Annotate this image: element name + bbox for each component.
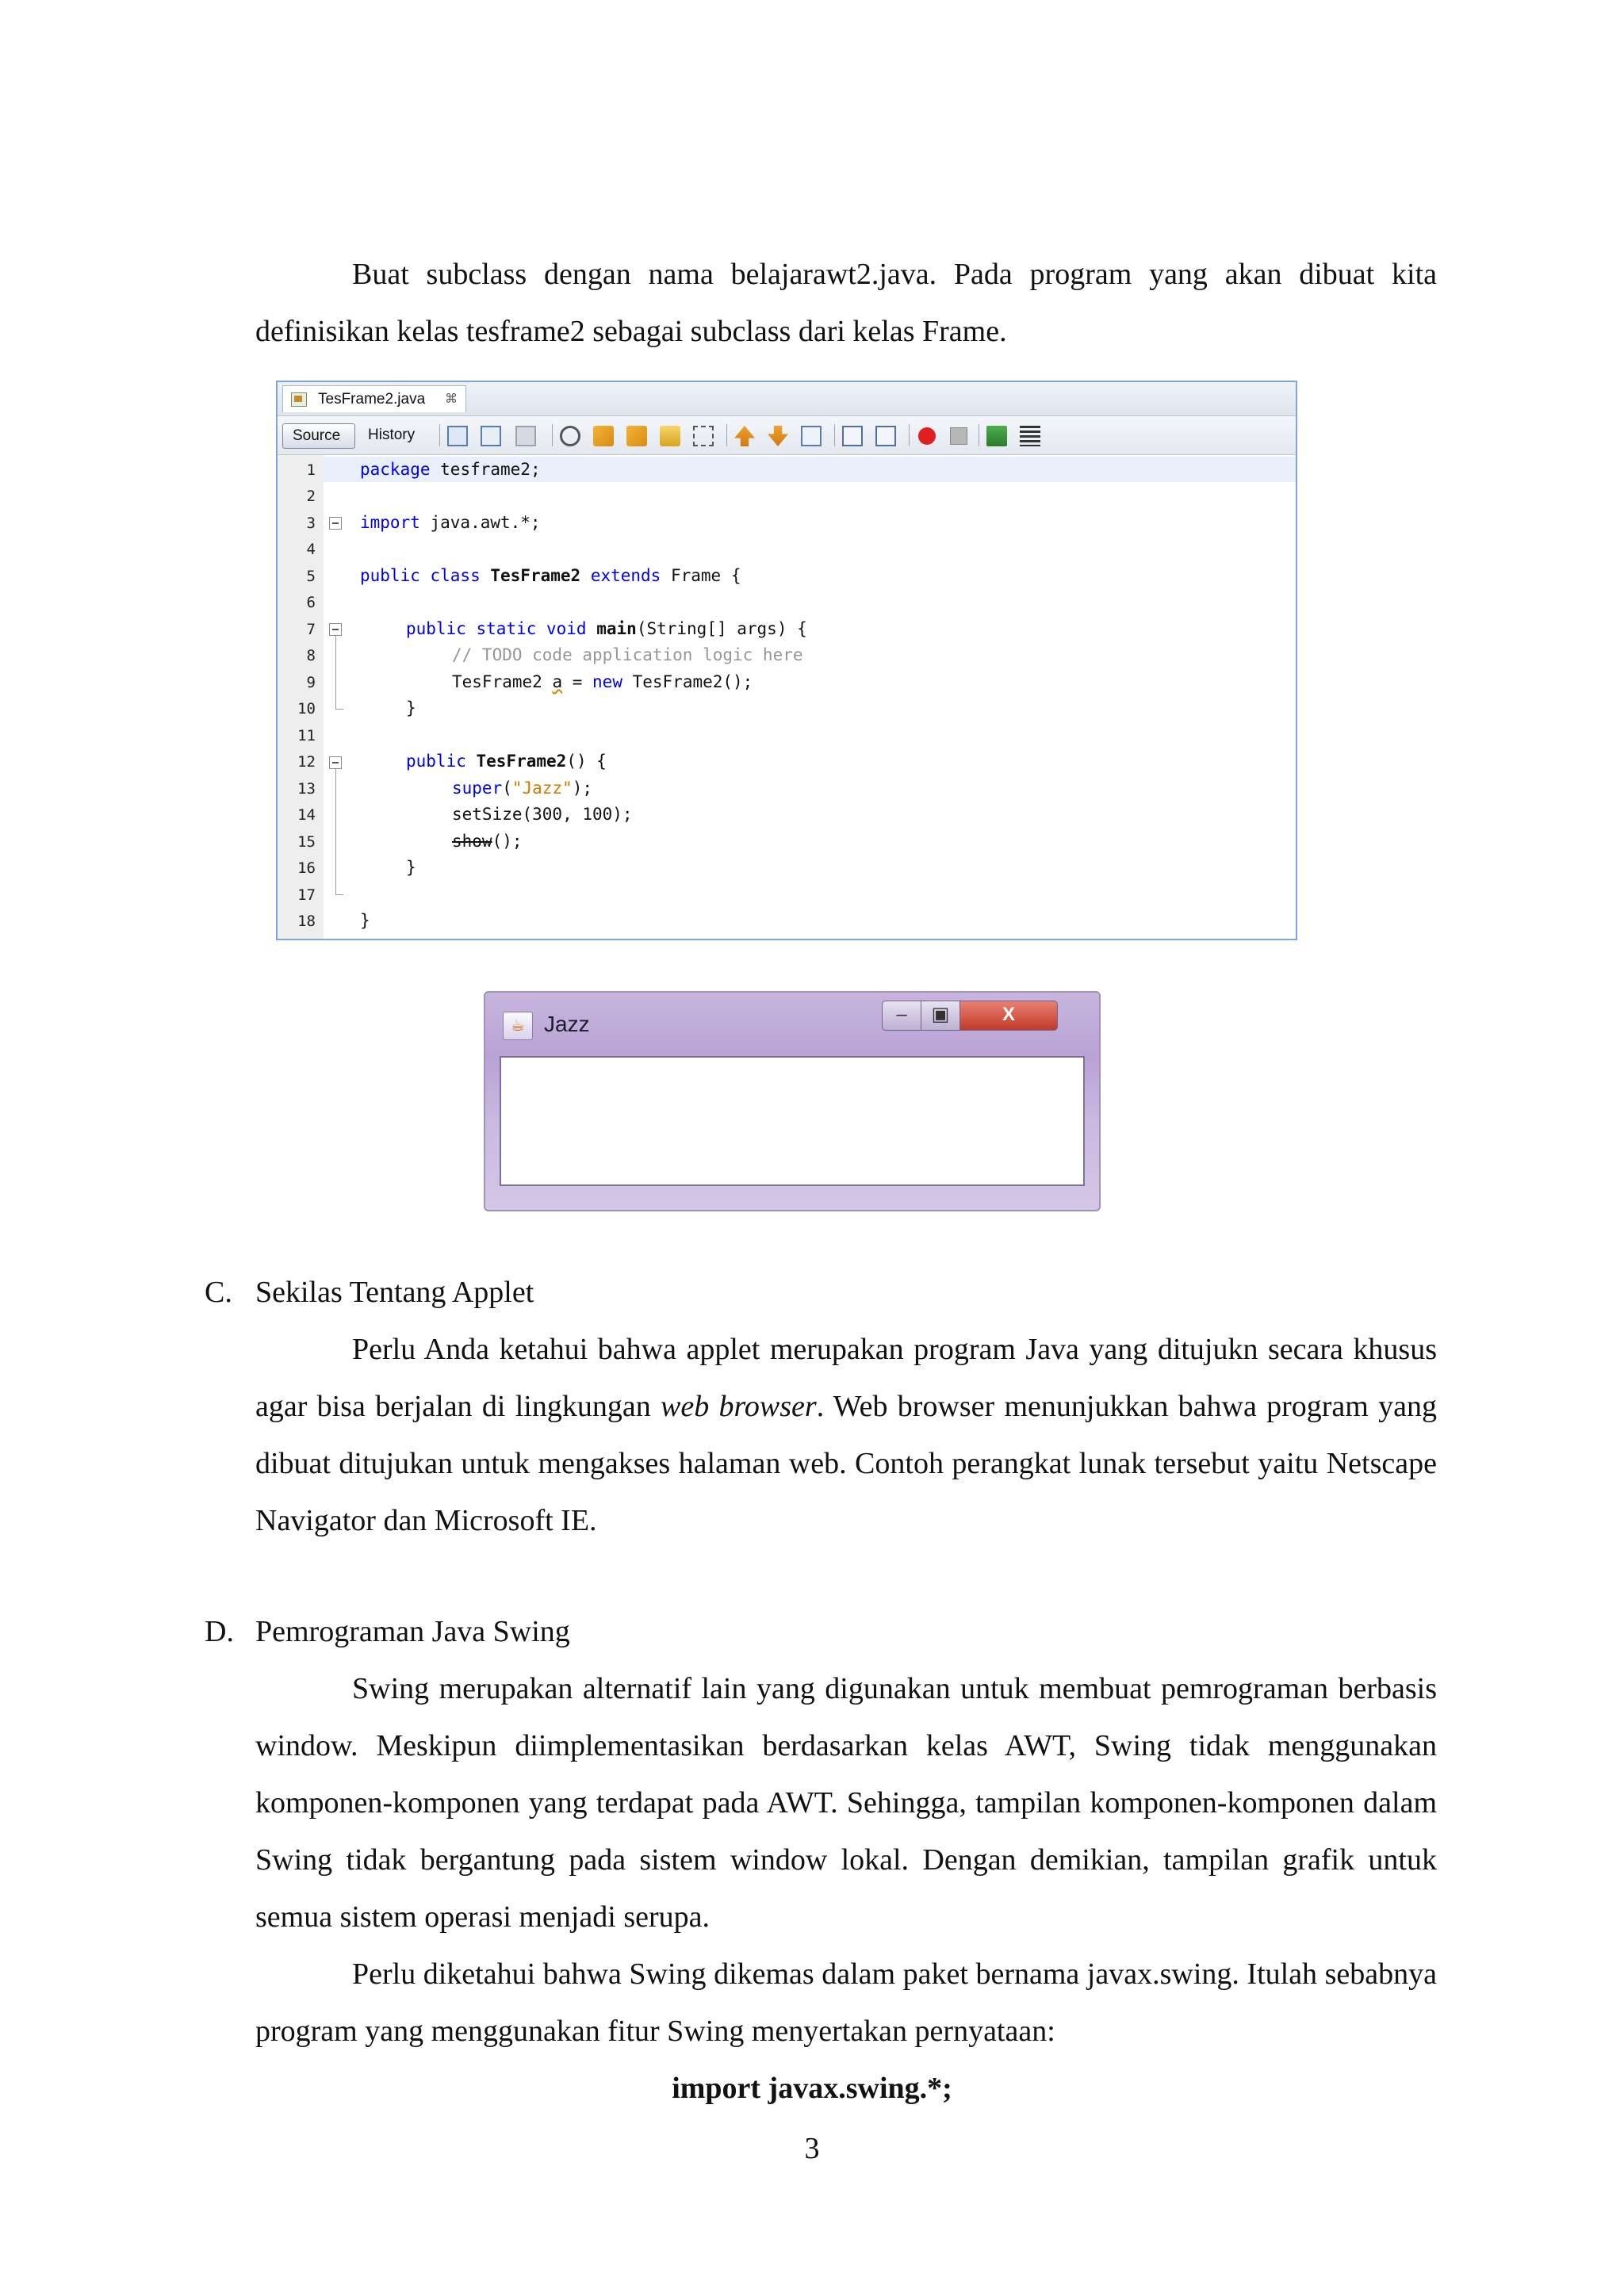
code-line-1: package tesframe2; — [360, 460, 541, 479]
line-number: 16 — [297, 859, 316, 877]
toolbar-separator — [834, 424, 835, 446]
window-title: Jazz — [544, 1012, 590, 1036]
section-d-paragraph-1: Swing merupakan alternatif lain yang digunakan untuk membuat pemrograman berbasis window. Meskipun diimplementasikan berdasarkan kelas AWT, Swing tidak menggunakan komponen-komponen yang terdapat pada AWT. Sehingga, tampilan komponen-komponen dalam Swing tidak bergantung pada sistem window lokal. Dengan demikian, tampilan grafik untuk semua sistem operasi menjadi serupa. — [255, 1672, 1437, 1934]
code-line-10: } — [406, 698, 416, 718]
find-next-icon[interactable] — [626, 426, 647, 446]
fold-toggle-icon[interactable] — [329, 623, 342, 636]
ide-screenshot — [276, 381, 1297, 940]
import-statement: import javax.swing.*; — [672, 2072, 952, 2105]
line-number: 8 — [306, 647, 316, 664]
tasks-icon[interactable] — [986, 426, 1007, 446]
page-number: 3 — [804, 2132, 820, 2165]
line-number: 4 — [306, 541, 316, 558]
code-area[interactable] — [349, 455, 1296, 939]
line-number: 18 — [297, 913, 316, 930]
code-line-3: import java.awt.*; — [360, 513, 541, 532]
fold-toggle-icon[interactable] — [329, 517, 342, 530]
line-number: 6 — [306, 594, 316, 611]
code-line-7: public static void main(String[] args) { — [406, 619, 807, 638]
toggle-bookmark-icon[interactable] — [801, 426, 822, 446]
intro-paragraph: Buat subclass dengan nama belajarawt2.java. Pada program yang akan dibuat kita definisikan kelas tesframe2 sebagai subclass dari kelas Frame. — [255, 258, 1437, 348]
next-bookmark-icon[interactable] — [768, 426, 788, 446]
back-icon[interactable] — [481, 426, 501, 446]
code-line-14: setSize(300, 100); — [452, 805, 633, 824]
line-number: 7 — [306, 621, 316, 638]
fold-line — [335, 636, 336, 709]
editor-tab[interactable] — [282, 385, 466, 412]
forward-icon[interactable] — [515, 426, 536, 446]
code-line-15: show(); — [452, 832, 523, 851]
java-cup-icon: ☕ — [503, 1012, 533, 1040]
section-heading-d: D. Pemrograman Java Swing — [205, 1615, 570, 1648]
code-line-18: } — [360, 911, 370, 930]
editor-tab-bar — [278, 382, 1296, 416]
fold-markers — [324, 455, 349, 939]
find-selection-icon[interactable] — [660, 426, 680, 446]
close-icon[interactable]: ⌘ — [445, 392, 458, 406]
line-number: 11 — [297, 727, 316, 744]
find-previous-icon[interactable] — [593, 426, 614, 446]
code-line-5: public class TesFrame2 extends Frame { — [360, 566, 741, 585]
section-heading-c: C. Sekilas Tentang Applet — [205, 1276, 534, 1309]
line-number: 9 — [306, 674, 316, 691]
toolbar-separator — [726, 424, 727, 446]
line-number: 3 — [306, 515, 316, 532]
editor-tab-label: TesFrame2.java — [318, 391, 426, 408]
fold-toggle-icon[interactable] — [329, 756, 342, 769]
shift-left-icon[interactable] — [842, 426, 863, 446]
history-button[interactable]: History — [368, 427, 416, 443]
stop-macro-icon[interactable] — [950, 427, 967, 445]
line-number: 14 — [297, 806, 316, 824]
shift-right-icon[interactable] — [875, 426, 896, 446]
code-line-9: TesFrame2 a = new TesFrame2(); — [452, 672, 753, 691]
record-macro-icon[interactable] — [918, 427, 936, 445]
toolbar-separator — [909, 424, 910, 446]
section-c-paragraph: Perlu Anda ketahui bahwa applet merupakan program Java yang ditujukn secara khusus agar bisa berjalan di lingkungan web browser. Web browser menunjukkan bahwa program yang dibuat ditujukan untuk mengakses halaman web. Contoh perangkat lunak tersebut yaitu Netscape Navigator dan Microsoft IE. — [255, 1333, 1437, 1537]
editor-toolbar — [278, 416, 1296, 455]
search-icon[interactable] — [560, 426, 580, 446]
line-number: 5 — [306, 568, 316, 585]
close-button[interactable]: X — [959, 1001, 1058, 1031]
toggle-highlight-icon[interactable] — [693, 426, 714, 446]
line-number: 15 — [297, 833, 316, 851]
line-number: 2 — [306, 488, 316, 505]
line-number: 17 — [297, 886, 316, 904]
line-number: 10 — [297, 700, 316, 718]
code-line-8: // TODO code application logic here — [452, 645, 803, 664]
jazz-window — [484, 991, 1101, 1211]
minimize-button[interactable]: ‒ — [882, 1001, 921, 1031]
maximize-button[interactable]: ▣ — [921, 1001, 960, 1031]
line-number: 1 — [306, 461, 316, 479]
toolbar-separator — [439, 424, 440, 446]
fold-end — [335, 709, 343, 710]
source-button[interactable]: Source — [282, 423, 355, 449]
last-edit-icon[interactable] — [447, 426, 468, 446]
line-number: 13 — [297, 780, 316, 798]
line-number: 12 — [297, 753, 316, 771]
diff-icon[interactable] — [1020, 426, 1040, 446]
window-client-area — [500, 1056, 1085, 1186]
code-line-13: super("Jazz"); — [452, 779, 593, 798]
previous-bookmark-icon[interactable] — [734, 426, 755, 446]
toolbar-separator — [552, 424, 553, 446]
fold-line — [335, 769, 336, 894]
section-d-paragraph-2: Perlu diketahui bahwa Swing dikemas dalam paket bernama javax.swing. Itulah sebabnya program yang menggunakan fitur Swing menyertakan pernyataan: — [255, 1957, 1437, 2048]
code-line-16: } — [406, 858, 416, 877]
code-line-12: public TesFrame2() { — [406, 752, 607, 771]
fold-end — [335, 894, 343, 895]
java-file-icon — [291, 392, 307, 407]
